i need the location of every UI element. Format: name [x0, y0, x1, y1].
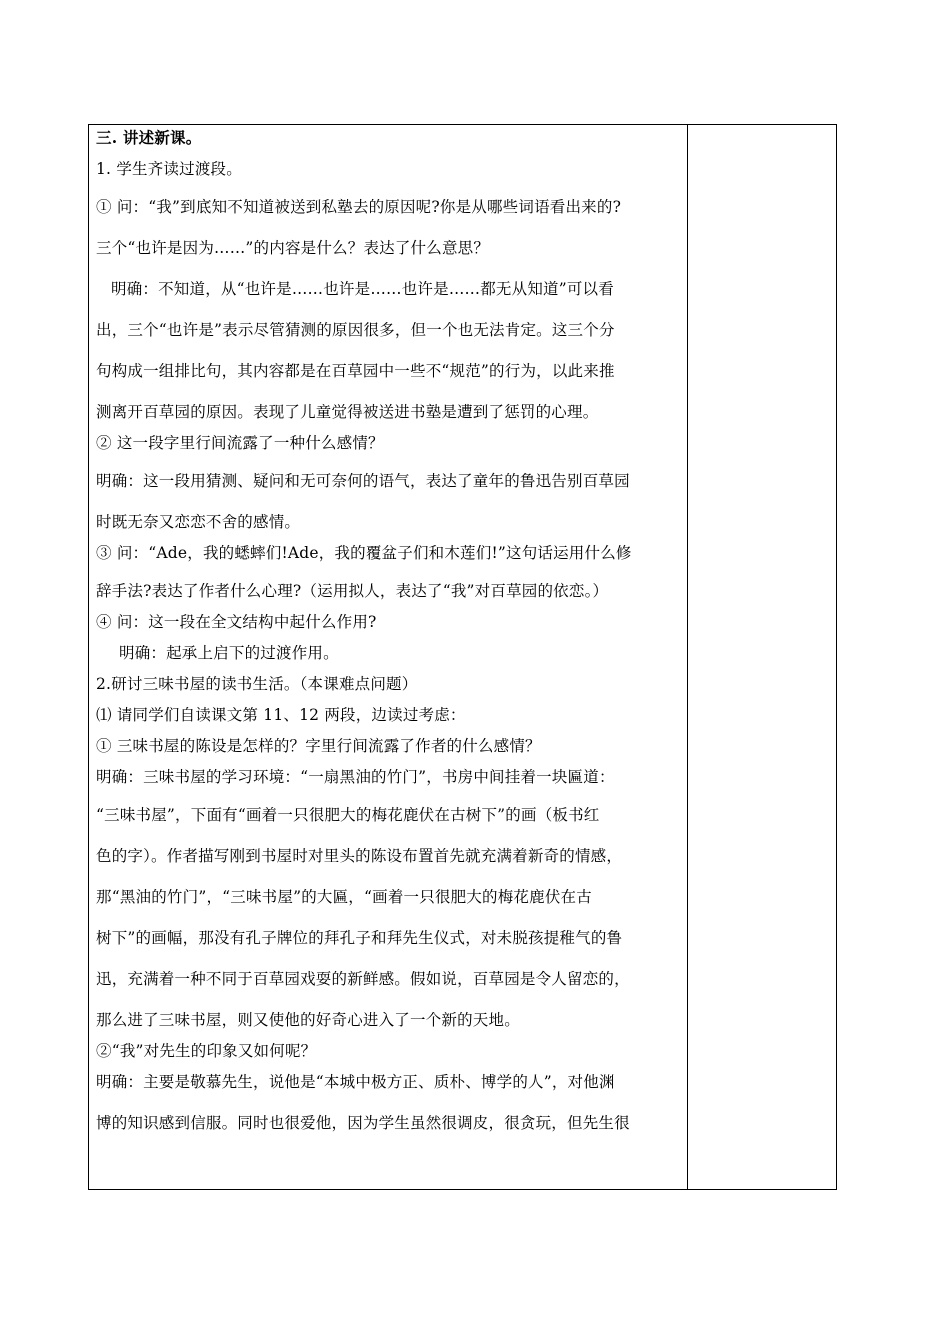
text-line: 句构成一组排比句，其内容都是在百草园中一些不“规范”的行为，以此来推: [96, 362, 615, 380]
lesson-content-cell: [89, 125, 688, 1189]
text-line: 色的字）。作者描写刚到书屋时对里头的陈设布置首先就充满着新奇的情感，: [96, 847, 623, 865]
text-line: 时既无奈又恋恋不舍的感情。: [96, 513, 301, 531]
text-line: 迅，充满着一种不同于百草园戏耍的新鲜感。假如说，百草园是令人留恋的，: [96, 970, 630, 988]
text-line: 那么进了三味书屋，则又使他的好奇心进入了一个新的天地。: [96, 1011, 520, 1029]
text-line: 那“黑油的竹门”，“三味书屋”的大匾，“画着一只很肥大的梅花鹿伏在古: [96, 888, 592, 906]
text-line: 明确：起承上启下的过渡作用。: [119, 644, 339, 662]
text-line: 三个“也许是因为……”的内容是什么？表达了什么意思？: [96, 239, 490, 257]
text-line: ① 三味书屋的陈设是怎样的？字里行间流露了作者的什么感情？: [96, 737, 541, 755]
text-line: 1. 学生齐读过渡段。: [96, 160, 242, 178]
text-line: ③ 问：“Ade，我的蟋蟀们!Ade，我的覆盆子们和木莲们!”这句话运用什么修: [96, 544, 632, 562]
text-line: ②“我”对先生的印象又如何呢？: [96, 1042, 317, 1060]
text-line: 博的知识感到信服。同时也很爱他，因为学生虽然很调皮，很贪玩，但先生很: [96, 1114, 630, 1132]
text-line: 明确：三味书屋的学习环境：“一扇黑油的竹门”，书房中间挂着一块匾道：: [96, 768, 615, 786]
text-line: 明确：这一段用猜测、疑问和无可奈何的语气，表达了童年的鲁迅告别百草园: [96, 472, 630, 490]
text-line: ① 问：“我”到底知不知道被送到私塾去的原因呢?你是从哪些词语看出来的?: [96, 198, 622, 216]
text-line: 2.研讨三味书屋的读书生活。（本课难点问题）: [96, 675, 418, 693]
text-line: 树下”的画幅，那没有孔子牌位的拜孔子和拜先生仪式，对未脱孩提稚气的鲁: [96, 929, 623, 947]
lesson-table: [88, 124, 837, 1190]
text-line: 辞手法?表达了作者什么心理?（运用拟人，表达了“我”对百草园的依恋。）: [96, 582, 609, 600]
section-heading: 三. 讲述新课。: [96, 128, 202, 147]
text-line: 测离开百草园的原因。表现了儿童觉得被送进书塾是遭到了惩罚的心理。: [96, 403, 599, 421]
text-line: “三味书屋”，下面有“画着一只很肥大的梅花鹿伏在古树下”的画（板书红: [96, 806, 600, 824]
text-line: ⑴ 请同学们自读课文第 11、12 两段，边读过考虑：: [96, 706, 466, 724]
text-line: 明确：不知道，从“也许是……也许是……也许是……都无从知道”可以看: [111, 280, 614, 298]
text-line: ④ 问：这一段在全文结构中起什么作用?: [96, 613, 377, 631]
text-line: 出，三个“也许是”表示尽管猜测的原因很多，但一个也无法肯定。这三个分: [96, 321, 615, 339]
text-line: ② 这一段字里行间流露了一种什么感情？: [96, 434, 384, 452]
notes-cell: [688, 125, 836, 1189]
text-line: 明确：主要是敬慕先生，说他是“本城中极方正、质朴、博学的人”，对他渊: [96, 1073, 615, 1091]
